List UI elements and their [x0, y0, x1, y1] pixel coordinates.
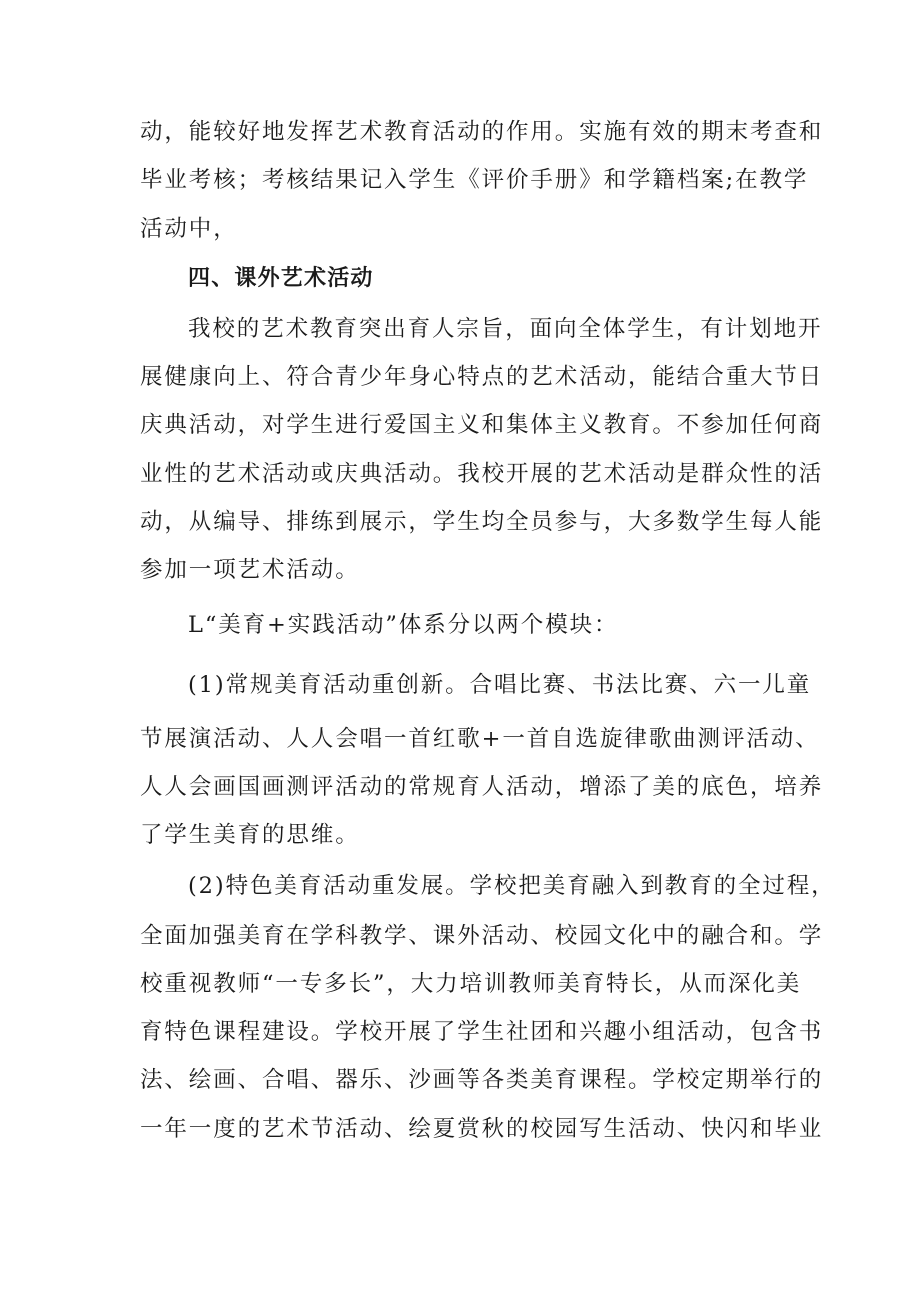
paragraph-modules — [140, 595, 800, 655]
text-line: 庆典活动，对学生进行爱国主义和集体主义教育。不参加任何商 — [140, 412, 824, 439]
text-line: L“美育+实践活动”体系分以两个模块： — [188, 611, 619, 638]
text-line: 校重视教师“一专多长”，大力培训教师美育特长，从而深化美 — [140, 970, 802, 997]
paragraph-item-2 — [140, 860, 836, 1153]
text-line: 展健康向上、符合青少年身心特点的艺术活动，能结合重大节日 — [140, 364, 824, 391]
text-line: (2)特色美育活动重发展。学校把美育融入到教育的全过程， — [188, 872, 836, 899]
text-line: 动，能较好地发挥艺术教育活动的作用。实施有效的期末考查和 — [140, 119, 824, 145]
text-line: 节展演活动、人人会唱一首红歌+一首自选旋律歌曲测评活动、 — [140, 725, 820, 752]
text-line: 人人会画国画测评活动的常规育人活动，增添了美的底色，培养 — [140, 773, 824, 800]
paragraph-item-1 — [140, 655, 824, 860]
text-line: 全面加强美育在学科教学、课外活动、校园文化中的融合和。学 — [140, 922, 824, 949]
text-line: 一年一度的艺术节活动、绘夏赏秋的校园写生活动、快闪和毕业 — [140, 1115, 824, 1142]
text-line: 法、绘画、合唱、器乐、沙画等各类美育课程。学校定期举行的 — [140, 1067, 824, 1094]
paragraph-continuation — [140, 108, 824, 253]
text-line: 参加一项艺术活动。 — [140, 557, 360, 584]
text-line: 毕业考核；考核结果记入学生《评价手册》和学籍档案;在教学 — [140, 167, 809, 194]
section-heading: 四、课外艺术活动 — [188, 265, 374, 291]
text-line: 我校的艺术教育突出育人宗旨，面向全体学生，有计划地开 — [188, 315, 823, 342]
text-line: 业性的艺术活动或庆典活动。我校开展的艺术活动是群众性的活 — [140, 460, 824, 487]
text-line: 了学生美育的思维。 — [140, 822, 360, 849]
text-line: 活动中， — [140, 215, 238, 242]
text-line: 育特色课程建设。学校开展了学生社团和兴趣小组活动，包含书 — [140, 1019, 824, 1046]
text-line: 动，从编导、排练到展示，学生均全员参与，大多数学生每人能 — [140, 509, 824, 536]
paragraph-extracurricular — [140, 305, 824, 595]
text-line: (1)常规美育活动重创新。合唱比赛、书法比赛、六一儿童 — [188, 671, 812, 698]
document-body — [140, 108, 836, 1153]
